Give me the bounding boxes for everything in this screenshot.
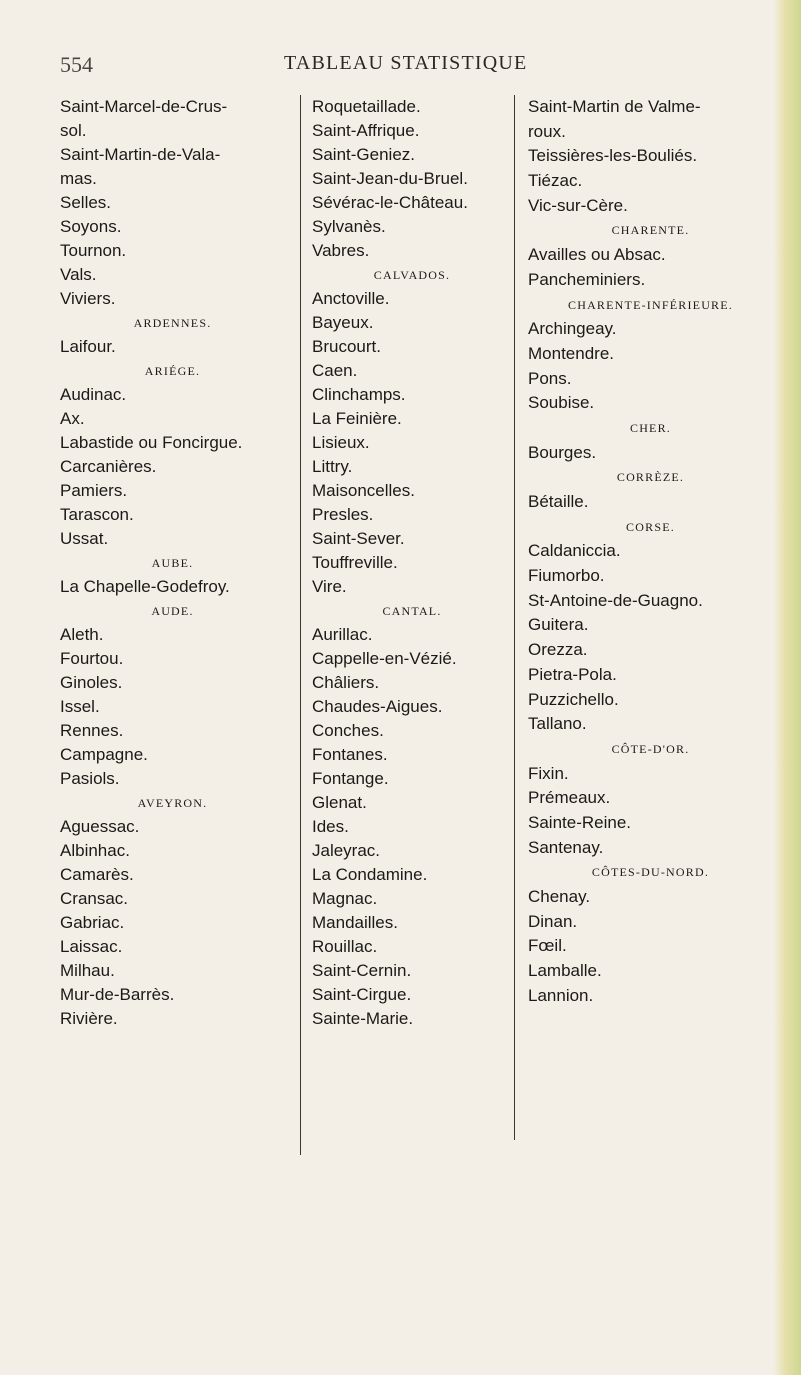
place-entry: Aurillac. (312, 625, 373, 644)
place-entry: Fourtou. (60, 649, 124, 668)
place-entry: Sainte-Marie. (312, 1009, 414, 1028)
place-entry: Brucourt. (312, 337, 381, 356)
place-entry: Bourges. (528, 442, 597, 462)
place-entry: Maisoncelles. (312, 481, 415, 500)
department-heading: AUBE. (151, 556, 194, 570)
place-entry: Laissac. (60, 937, 123, 956)
place-entry: Issel. (60, 697, 100, 716)
place-entry: Saint-Cernin. (312, 961, 412, 980)
place-entry: Vic-sur-Cère. (528, 195, 628, 215)
department-heading: ARIÉGE. (144, 364, 201, 378)
department-heading: CANTAL. (382, 604, 442, 618)
place-entry: Anctoville. (312, 289, 390, 308)
place-entry: Milhau. (60, 961, 115, 980)
department-heading: CORRÈZE. (616, 470, 685, 485)
place-entry: Cransac. (60, 889, 129, 908)
page-number: 554 (60, 52, 93, 77)
column-2 (312, 95, 512, 1031)
place-entry: Ides. (312, 817, 349, 836)
place-entry: Clinchamps. (312, 385, 406, 404)
place-entry: Soubise. (528, 393, 595, 413)
place-entry: Gabriac. (60, 913, 125, 932)
place-entry: Teissières-les-Bouliés. (528, 146, 698, 166)
place-entry: La Chapelle-Godefroy. (60, 577, 230, 596)
place-entry: Saint-Cirgue. (312, 985, 412, 1004)
place-entry: Labastide ou Foncirgue. (60, 433, 243, 452)
place-entry: Ussat. (60, 529, 109, 548)
place-entry: Albinhac. (60, 841, 130, 860)
place-entry: Bétaille. (528, 492, 589, 511)
place-entry: Conches. (312, 721, 384, 740)
place-entry: Sylvanès. (312, 217, 386, 236)
place-entry: Soyons. (60, 217, 122, 236)
page-edge-discoloration (773, 0, 801, 1375)
place-entry: Lamballe. (528, 961, 602, 981)
place-entry: Aguessac. (60, 817, 140, 836)
place-entry: Vabres. (312, 241, 370, 260)
place-entry: Orezza. (528, 640, 588, 660)
place-entry: Aleth. (60, 625, 104, 644)
department-heading: CHER. (629, 420, 671, 435)
place-entry: Santenay. (528, 837, 604, 857)
place-entry: Caen. (312, 361, 358, 380)
place-entry: Camarès. (60, 865, 134, 884)
place-entry: Pancheminiers. (528, 269, 646, 289)
place-entry: Ax. (60, 409, 85, 428)
place-entry: Rivière. (60, 1009, 118, 1028)
place-entry: Mur-de-Barrès. (60, 985, 175, 1004)
place-entry: La Condamine. (312, 865, 428, 884)
department-heading: CHARENTE. (611, 223, 690, 238)
department-heading: AVEYRON. (137, 796, 208, 810)
place-entry: Pasiols. (60, 769, 120, 788)
place-entry: Touffreville. (312, 553, 398, 572)
place-entry: Puzzichello. (528, 689, 619, 709)
place-entry: roux. (528, 121, 566, 141)
place-entry: Guitera. (528, 615, 589, 635)
place-entry: Tallano. (528, 714, 587, 734)
place-entry: Fiumorbo. (528, 566, 605, 586)
column-1 (60, 95, 285, 1031)
place-entry: Ginoles. (60, 673, 123, 692)
place-entry: Vals. (60, 265, 97, 284)
place-entry: Sainte-Reine. (528, 812, 632, 832)
place-entry: Carcanières. (60, 457, 157, 476)
place-entry: Prémeaux. (528, 788, 611, 808)
place-entry: Châliers. (312, 673, 380, 692)
place-entry: Rouillac. (312, 937, 378, 956)
place-entry: Cappelle-en-Vézié. (312, 649, 457, 668)
page-header (0, 52, 801, 82)
department-heading: AUDE. (151, 604, 194, 618)
place-entry: Jaleyrac. (312, 841, 381, 860)
place-entry: Pons. (528, 368, 572, 388)
place-entry: Saint-Affrique. (312, 121, 420, 140)
place-entry: Availles ou Absac. (528, 245, 666, 265)
place-entry: Chaudes-Aigues. (312, 697, 443, 716)
place-entry: Littry. (312, 457, 353, 476)
place-entry: Fontange. (312, 769, 389, 788)
department-heading: CALVADOS. (373, 268, 451, 282)
place-entry: Campagne. (60, 745, 148, 764)
place-entry: Mandailles. (312, 913, 398, 932)
place-entry: Tarascon. (60, 505, 134, 524)
place-entry: Vire. (312, 577, 347, 596)
column-divider (300, 95, 301, 1155)
place-entry: Pietra-Pola. (528, 664, 617, 684)
department-heading: CHARENTE-INFÉRIEURE. (568, 297, 733, 312)
place-entry: Lannion. (528, 985, 594, 1005)
running-title: TABLEAU STATISTIQUE (284, 52, 528, 74)
place-entry: Tiézac. (528, 171, 583, 191)
place-entry: Saint-Marcel-de-Crus- (60, 97, 228, 116)
place-entry: La Feinière. (312, 409, 402, 428)
place-entry: Viviers. (60, 289, 116, 308)
place-entry: Fixin. (528, 763, 569, 783)
department-heading: ARDENNES. (133, 316, 212, 330)
column-divider (514, 95, 515, 1140)
place-entry: Magnac. (312, 889, 378, 908)
place-entry: Selles. (60, 193, 112, 212)
place-entry: Glenat. (312, 793, 367, 812)
place-entry: Tournon. (60, 241, 127, 260)
place-entry: Saint-Martin de Valme- (528, 97, 701, 116)
department-heading: CORSE. (626, 519, 675, 534)
place-entry: Saint-Jean-du-Bruel. (312, 169, 468, 188)
place-entry: Audinac. (60, 385, 127, 404)
column-3 (528, 95, 773, 1008)
place-entry: Rennes. (60, 721, 124, 740)
place-entry: Chenay. (528, 887, 591, 906)
place-entry: Dinan. (528, 911, 578, 931)
place-entry: Presles. (312, 505, 374, 524)
place-entry: Montendre. (528, 343, 614, 363)
place-entry: Fontanes. (312, 745, 388, 764)
place-entry: Pamiers. (60, 481, 128, 500)
place-entry: mas. (60, 169, 97, 188)
place-entry: Laifour. (60, 337, 116, 356)
place-entry: Fœil. (528, 936, 567, 956)
department-heading: CÔTE-D'OR. (611, 741, 690, 756)
place-entry: Saint-Sever. (312, 529, 405, 548)
department-heading: CÔTES-DU-NORD. (591, 865, 710, 880)
place-entry: Bayeux. (312, 313, 374, 332)
place-entry: Lisieux. (312, 433, 370, 452)
place-entry: Saint-Geniez. (312, 145, 415, 164)
place-entry: Archingeay. (528, 319, 617, 339)
place-entry: Sévérac-le-Château. (312, 193, 468, 212)
place-entry: sol. (60, 121, 87, 140)
place-entry: Roquetaillade. (312, 97, 421, 116)
place-entry: Saint-Martin-de-Vala- (60, 145, 221, 164)
place-entry: St-Antoine-de-Guagno. (528, 590, 703, 610)
place-entry: Caldaniccia. (528, 541, 621, 561)
